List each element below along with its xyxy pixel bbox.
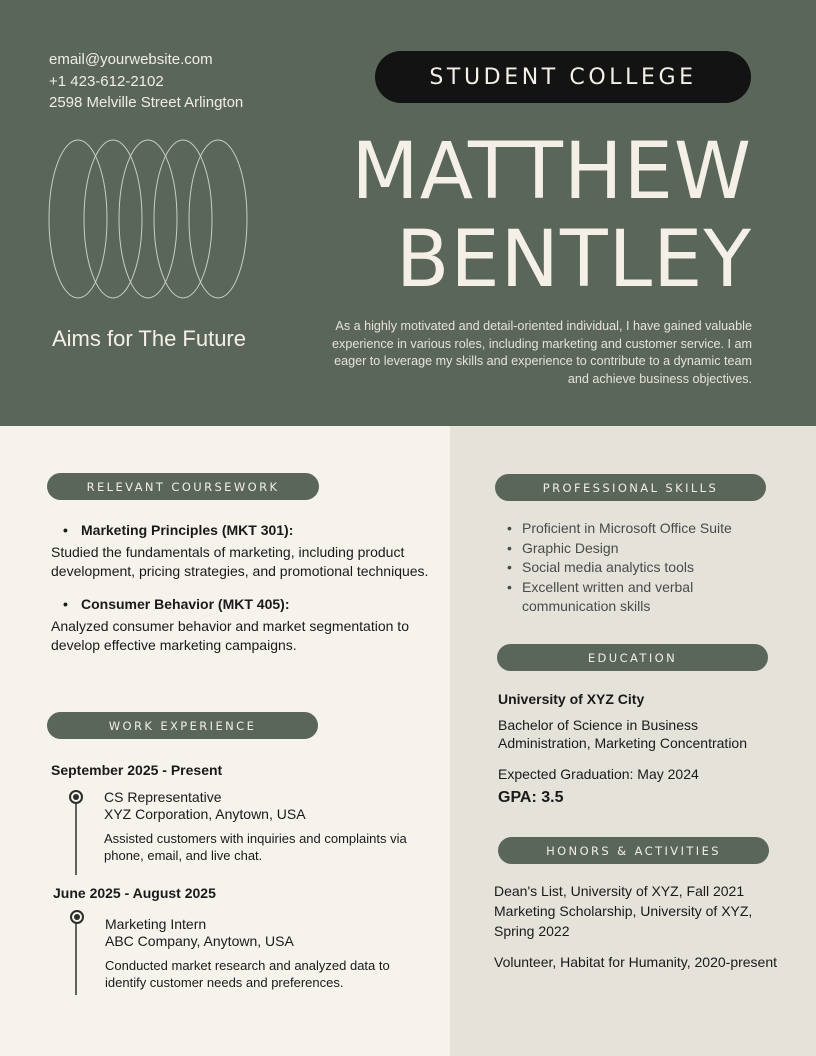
decorative-ellipse bbox=[84, 140, 142, 298]
decorative-ellipse bbox=[154, 140, 212, 298]
honors-heading: HONORS & ACTIVITIES bbox=[498, 837, 769, 864]
job-role: Marketing Intern bbox=[105, 916, 207, 932]
skill-item: • Excellent written and verbal communication skills bbox=[522, 578, 782, 617]
job-entry bbox=[105, 916, 425, 991]
decorative-ellipse bbox=[49, 140, 107, 298]
course-title: • Marketing Principles (MKT 301): bbox=[51, 521, 431, 540]
honors-list bbox=[494, 882, 784, 973]
candidate-name bbox=[351, 128, 752, 304]
job-company: XYZ Corporation, Anytown, USA bbox=[104, 806, 306, 822]
last-name: BENTLEY bbox=[395, 215, 752, 305]
decorative-ellipse bbox=[189, 140, 247, 298]
job-date: June 2025 - August 2025 bbox=[53, 885, 216, 901]
job-entry bbox=[104, 789, 424, 864]
student-college-badge: STUDENT COLLEGE bbox=[375, 51, 751, 103]
school-name: University of XYZ City bbox=[498, 691, 645, 707]
honor-item: Marketing Scholarship, University of XYZ, Spring 2022 bbox=[494, 902, 753, 939]
course-title: • Consumer Behavior (MKT 405): bbox=[51, 595, 431, 614]
skill-item: • Proficient in Microsoft Office Suite bbox=[522, 519, 782, 539]
job-company: ABC Company, Anytown, USA bbox=[105, 933, 294, 949]
timeline-line bbox=[75, 800, 77, 875]
education-block bbox=[498, 690, 788, 807]
contact-address: 2598 Melville Street Arlington bbox=[49, 94, 244, 111]
job-description: Assisted customers with inquiries and complaints via phone, email, and live chat. bbox=[104, 831, 407, 863]
contact-email[interactable]: email@yourwebsite.com bbox=[49, 51, 213, 68]
contact-phone: +1 423-612-2102 bbox=[49, 72, 164, 90]
job-role: CS Representative bbox=[104, 789, 222, 805]
contact-info bbox=[49, 49, 243, 114]
degree: Bachelor of Science in Business Administration, Marketing Concentration bbox=[498, 717, 748, 751]
skill-item: • Graphic Design bbox=[522, 539, 782, 559]
timeline-dot-icon bbox=[69, 790, 83, 804]
summary-text: As a highly motivated and detail-oriented individual, I have gained valuable experience in various roles, including marketing and customer service. I am eager to leverage my skills and experience to contribute to a dynamic team and achieve business objectives. bbox=[332, 319, 752, 386]
activity-item: Volunteer, Habitat for Humanity, 2020-present bbox=[494, 954, 778, 971]
skills-list bbox=[522, 519, 782, 617]
work-experience-heading: WORK EXPERIENCE bbox=[47, 712, 318, 739]
overlapping-ellipses-graphic bbox=[46, 138, 252, 302]
tagline: Aims for The Future bbox=[52, 326, 246, 351]
first-name: MATTHEW bbox=[351, 127, 752, 217]
course-item bbox=[51, 595, 431, 655]
coursework-list bbox=[51, 521, 431, 669]
timeline-dot-icon bbox=[70, 910, 84, 924]
honor-item: Dean's List, University of XYZ, Fall 2021 bbox=[494, 883, 745, 899]
gpa: GPA: 3.5 bbox=[498, 789, 564, 806]
course-description: Studied the fundamentals of marketing, including product development, pricing strategies, and promotional techniques. bbox=[51, 544, 429, 579]
course-description: Analyzed consumer behavior and market segmentation to develop effective marketing campaigns. bbox=[51, 618, 409, 653]
skill-item: • Social media analytics tools bbox=[522, 558, 782, 578]
graduation-date: Expected Graduation: May 2024 bbox=[498, 766, 699, 782]
job-description: Conducted market research and analyzed data to identify customer needs and preferences. bbox=[105, 958, 390, 990]
coursework-heading: RELEVANT COURSEWORK bbox=[47, 473, 319, 500]
job-date: September 2025 - Present bbox=[51, 762, 223, 778]
timeline-line bbox=[75, 920, 77, 995]
course-item bbox=[51, 521, 431, 581]
education-heading: EDUCATION bbox=[497, 644, 768, 671]
decorative-ellipse bbox=[119, 140, 177, 298]
professional-skills-heading: PROFESSIONAL SKILLS bbox=[495, 474, 766, 501]
